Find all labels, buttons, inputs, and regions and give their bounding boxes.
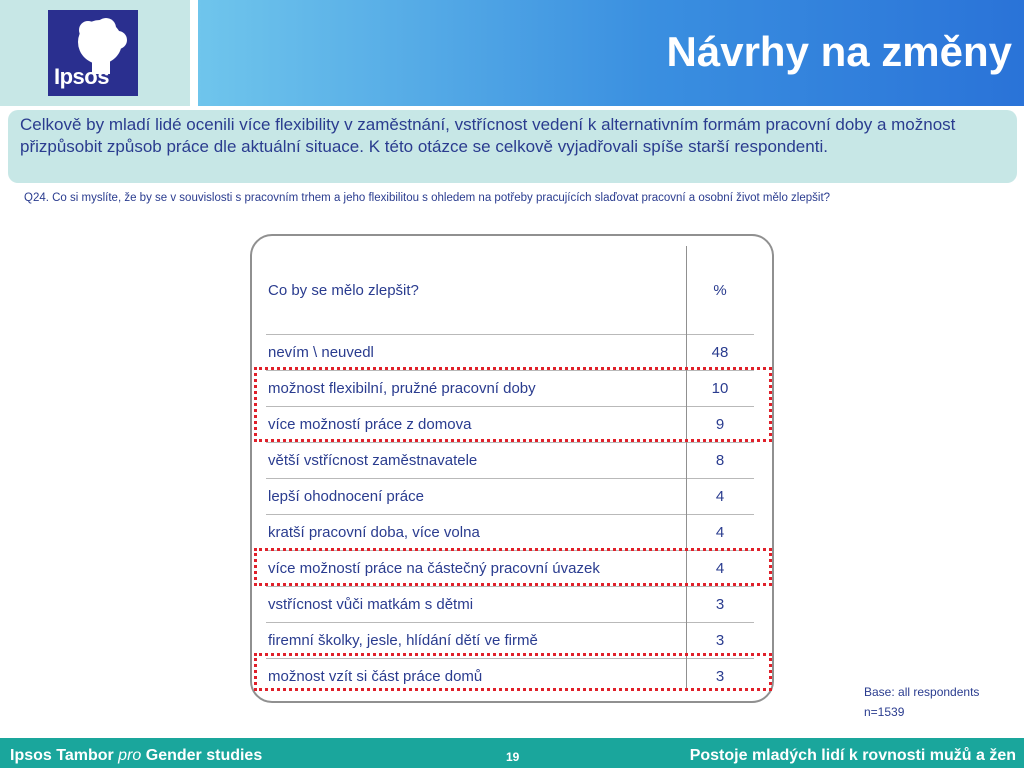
header-value: % bbox=[713, 281, 727, 299]
table-row bbox=[266, 443, 754, 479]
highlight-box-part-time bbox=[254, 548, 772, 586]
footer-brand-name: Ipsos Tambor bbox=[10, 747, 114, 764]
row-label: firemní školky, jesle, hlídání dětí ve firmě bbox=[268, 632, 538, 649]
sample-size: n=1539 bbox=[864, 705, 905, 719]
results-table bbox=[266, 246, 754, 694]
row-label: nevím \ neuvedl bbox=[268, 344, 374, 361]
footer-pro: pro bbox=[118, 747, 142, 764]
row-label: kratší pracovní doba, více volna bbox=[268, 524, 480, 541]
row-value: 9 bbox=[715, 416, 725, 433]
row-value: 4 bbox=[715, 488, 725, 505]
row-label: možnost vzít si část práce domů bbox=[268, 668, 483, 685]
row-value: 8 bbox=[715, 452, 725, 469]
footer-study-title: Postoje mladých lidí k rovnosti mužů a žen bbox=[689, 747, 1016, 764]
row-value: 10 bbox=[711, 380, 729, 397]
row-value: 3 bbox=[715, 668, 725, 685]
highlight-box-work-home bbox=[254, 653, 772, 691]
table-row bbox=[266, 479, 754, 515]
header-divider bbox=[190, 0, 198, 106]
row-label: více možností práce na částečný pracovní úvazek bbox=[268, 560, 600, 577]
page-number: 19 bbox=[506, 750, 520, 764]
base-label: Base: all respondents bbox=[864, 685, 980, 699]
footer-client: Gender studies bbox=[145, 747, 263, 764]
row-label: vstřícnost vůči matkám s dětmi bbox=[268, 596, 474, 613]
row-value: 48 bbox=[711, 344, 729, 361]
row-label: více možností práce z domova bbox=[268, 416, 472, 433]
ipsos-logo bbox=[48, 10, 138, 96]
page-title: Návrhy na změny bbox=[666, 28, 1012, 75]
row-value: 3 bbox=[715, 596, 725, 613]
table-header-row bbox=[266, 246, 754, 335]
table-row bbox=[266, 515, 754, 551]
row-label: lepší ohodnocení práce bbox=[268, 488, 424, 505]
base-note bbox=[864, 682, 979, 722]
logo-panel bbox=[0, 0, 190, 106]
title-bar bbox=[198, 0, 1024, 106]
row-value: 4 bbox=[715, 524, 725, 541]
highlight-box-flexibility bbox=[254, 367, 772, 442]
table-row bbox=[266, 335, 754, 371]
row-label: větší vstřícnost zaměstnavatele bbox=[268, 452, 478, 469]
header-label: Co by se mělo zlepšit? bbox=[268, 281, 419, 299]
footer-bar bbox=[0, 738, 1024, 768]
row-label: možnost flexibilní, pružné pracovní doby bbox=[268, 380, 536, 397]
table-row bbox=[266, 587, 754, 623]
logo-text: Ipsos bbox=[54, 64, 109, 89]
row-value: 3 bbox=[715, 632, 725, 649]
slide-header bbox=[0, 0, 1024, 106]
row-value: 4 bbox=[715, 560, 725, 577]
question-text: Q24. Co si myslíte, že by se v souvislosti s pracovním trhem a jeho flexibilitou s ohledem na potřeby pracujících slaďovat pracovní a osobní život mělo zlepšit? bbox=[24, 192, 831, 204]
summary-text: Celkově by mladí lidé ocenili více flexibility v zaměstnání, vstřícnost vedení k alternativním formám pracovní doby a možnost přizpůsobit způsob práce dle aktuální situace. K této otázce se celkově vyjadřovali spíše starší respondenti. bbox=[8, 110, 1017, 183]
column-divider bbox=[686, 246, 687, 689]
footer-brand bbox=[10, 747, 262, 765]
